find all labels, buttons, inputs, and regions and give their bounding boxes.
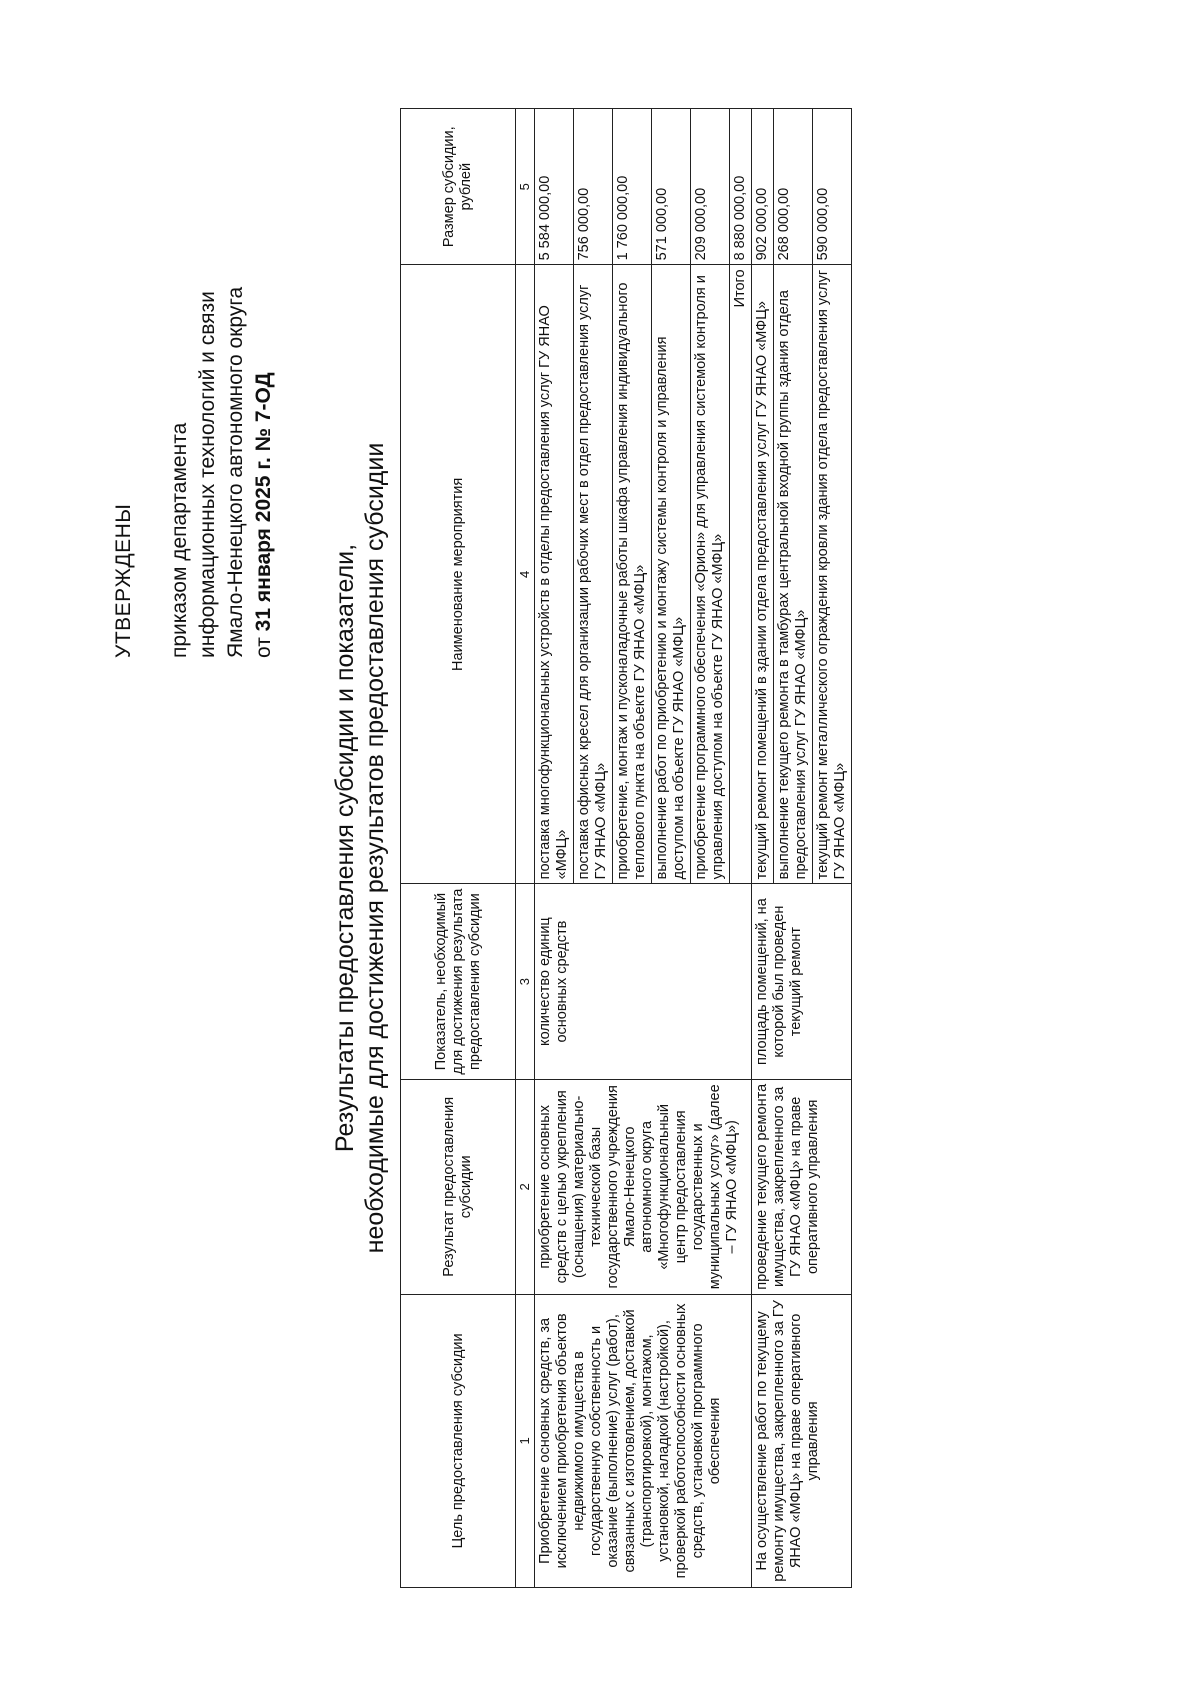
date-prefix: от: [252, 637, 275, 658]
total-label: Итого: [730, 265, 752, 884]
order-date-number: 31 января 2025 г. № 7-ОД: [252, 372, 275, 632]
result-cell: приобретение основных средств с целью укрепления (оснащения) материально-технической базы государственного учреждения Ямало-Ненецкого автономного округа «Многофункциональный центр предоставления государственных и муниципальных услуг» (далее – ГУ ЯНАО «МФЦ»): [535, 1079, 752, 1294]
table-header-row: [401, 109, 516, 1588]
event-amount: 5 584 000,00: [535, 109, 574, 265]
goal-cell: На осуществление работ по текущему ремонту имущества, закрепленного за ГУ ЯНАО «МФЦ» на праве оперативного управления: [752, 1294, 852, 1587]
column-number-row: [516, 109, 535, 1588]
header-result: Результат предоставления субсидии: [401, 1079, 516, 1294]
event-name: приобретение, монтаж и пусконаладочные работы шкафа управления индивидуального теплового пункта на объекте ГУ ЯНАО «МФЦ»: [613, 265, 652, 884]
event-amount: 209 000,00: [691, 109, 730, 265]
subsidy-results-table: [400, 108, 852, 1588]
indicator-cell: количество единиц основных средств: [535, 884, 752, 1079]
indicator-cell: площадь помещений, на которой был проведен текущий ремонт: [752, 884, 852, 1079]
event-name: выполнение работ по приобретению и монтажу системы контроля и управления доступом на объекте ГУ ЯНАО «МФЦ»: [652, 265, 691, 884]
header-event-name: Наименование мероприятия: [401, 265, 516, 884]
approval-line-1: приказом департамента: [168, 422, 191, 658]
event-amount: 590 000,00: [813, 109, 852, 265]
table-row: [535, 109, 574, 1588]
approval-line-2: информационных технологий и связи: [196, 291, 219, 658]
table-row: [752, 109, 774, 1588]
column-number: 2: [516, 1079, 535, 1294]
event-name: приобретение программного обеспечения «Орион» для управления системой контроля и управления доступом на объекте ГУ ЯНАО «МФЦ»: [691, 265, 730, 884]
event-name: поставка офисных кресел для организации рабочих мест в отдел предоставления услуг ГУ ЯНАО «МФЦ»: [574, 265, 613, 884]
approval-heading: УТВЕРЖДЕНЫ: [112, 503, 135, 658]
event-name: выполнение текущего ремонта в тамбурах центральной входной группы здания отдела предоставления услуг ГУ ЯНАО «МФЦ»: [774, 265, 813, 884]
approval-line-3: Ямало-Ненецкого автономного округа: [224, 286, 247, 658]
column-number: 1: [516, 1294, 535, 1587]
document-title: [330, 148, 390, 1548]
approval-block: [110, 98, 278, 658]
event-name: поставка многофункциональных устройств в отделы предоставления услуг ГУ ЯНАО «МФЦ»: [535, 265, 574, 884]
header-goal: Цель предоставления субсидии: [401, 1294, 516, 1587]
title-line-2: необходимые для достижения результатов предоставления субсидии: [361, 442, 389, 1254]
column-number: 4: [516, 265, 535, 884]
header-indicator: Показатель, необходимый для достижения результата предоставления субсидии: [401, 884, 516, 1079]
event-amount: 756 000,00: [574, 109, 613, 265]
goal-cell: Приобретение основных средств, за исключением приобретения объектов недвижимого имущества в государственную собственность и оказание (выполнение) услуг (работ), связанных с изготовлением, доставкой (транспортировкой), монтажом, установкой, наладкой (настройкой), проверкой работоспособности основных средств, установкой программного обеспечения: [535, 1294, 752, 1587]
event-amount: 1 760 000,00: [613, 109, 652, 265]
event-amount: 571 000,00: [652, 109, 691, 265]
event-amount: 268 000,00: [774, 109, 813, 265]
event-name: текущий ремонт металлического ограждения кровли здания отдела предоставления услуг ГУ ЯНАО «МФЦ»: [813, 265, 852, 884]
result-cell: проведение текущего ремонта имущества, закрепленного за ГУ ЯНАО «МФЦ» на праве оперативного управления: [752, 1079, 852, 1294]
column-number: 5: [516, 109, 535, 265]
header-amount: Размер субсидии, рублей: [401, 109, 516, 265]
column-number: 3: [516, 884, 535, 1079]
approval-date-line: [250, 98, 278, 658]
event-amount: 902 000,00: [752, 109, 774, 265]
event-name: текущий ремонт помещений в здании отдела предоставления услуг ГУ ЯНАО «МФЦ»: [752, 265, 774, 884]
title-line-1: Результаты предоставления субсидии и показатели,: [331, 543, 359, 1153]
total-amount: 8 880 000,00: [730, 109, 752, 265]
